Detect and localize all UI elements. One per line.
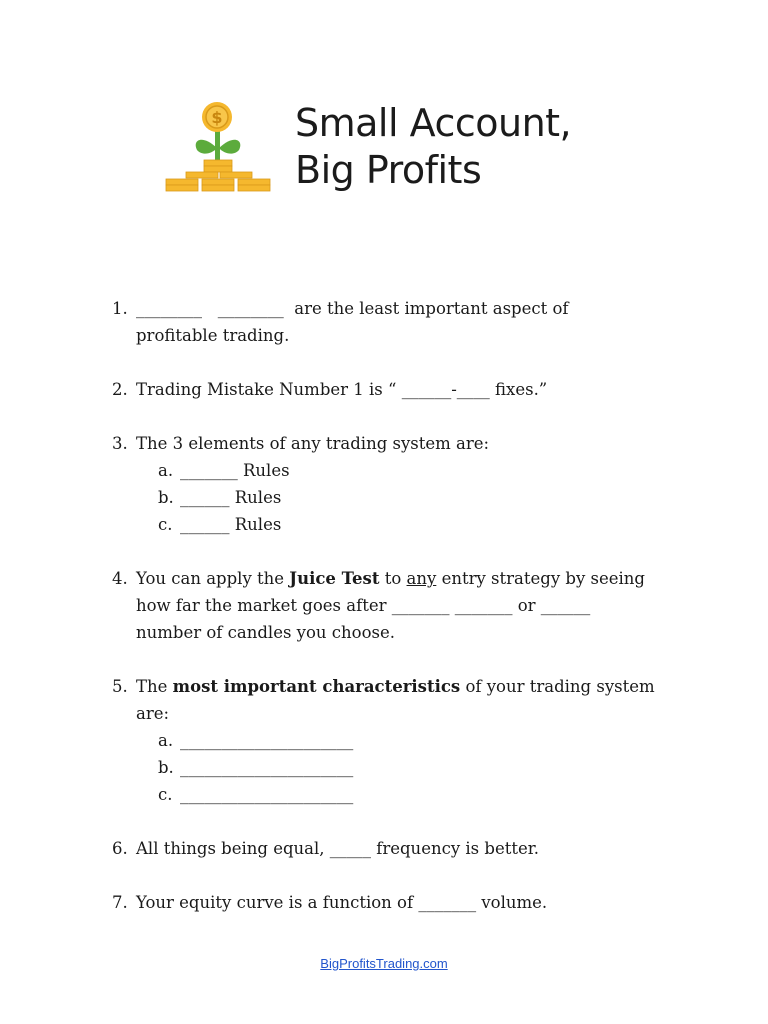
question-7 — [112, 889, 672, 916]
website-link[interactable]: BigProfitsTrading.com — [320, 956, 448, 971]
sub-letter: b. — [158, 488, 174, 507]
sub-letter: c. — [158, 515, 173, 534]
sub-text: _____________________ — [180, 731, 354, 750]
sub-item — [158, 457, 672, 484]
question-text: entry strategy by seeing — [441, 569, 645, 588]
question-1 — [112, 295, 672, 349]
question-4 — [112, 565, 672, 646]
question-text: number of candles you choose. — [136, 623, 396, 642]
question-number: 3. — [112, 434, 128, 453]
question-text: are: — [136, 704, 170, 723]
sub-text: ______ Rules — [180, 515, 282, 534]
sub-text: _____________________ — [180, 758, 354, 777]
logo-line-2: Big Profits — [295, 148, 482, 192]
logo-line-1: Small Account, — [295, 101, 572, 145]
underlined-text: any — [406, 569, 437, 588]
sub-item — [158, 781, 672, 808]
question-text: Your equity curve is a function of _______ volume. — [136, 893, 548, 912]
question-number: 7. — [112, 893, 128, 912]
question-text: profitable trading. — [136, 326, 290, 345]
question-text: Trading Mistake Number 1 is “ ______-____ fixes.” — [136, 380, 548, 399]
question-text: to — [384, 569, 402, 588]
sub-letter: a. — [158, 731, 174, 750]
question-text: how far the market goes after _______ _______ or ______ — [136, 596, 591, 615]
sub-item — [158, 754, 672, 781]
sub-letter: b. — [158, 758, 174, 777]
sub-text: _____________________ — [180, 785, 354, 804]
question-5 — [112, 673, 672, 808]
question-text: The — [136, 677, 168, 696]
sub-letter: c. — [158, 785, 173, 804]
question-number: 6. — [112, 839, 128, 858]
svg-text:$: $ — [211, 108, 223, 127]
question-text: You can apply the — [136, 569, 285, 588]
question-6 — [112, 835, 672, 862]
sub-item — [158, 484, 672, 511]
logo — [162, 98, 608, 202]
question-text: of your trading system — [465, 677, 655, 696]
sub-item — [158, 727, 672, 754]
question-number: 4. — [112, 569, 128, 588]
question-number: 5. — [112, 677, 128, 696]
blank: ________ — [217, 299, 284, 318]
question-number: 1. — [112, 299, 128, 318]
footer — [0, 956, 768, 971]
emphasis-text: Juice Test — [289, 569, 380, 588]
sub-text: ______ Rules — [180, 488, 282, 507]
question-text: The 3 elements of any trading system are: — [136, 434, 490, 453]
sub-text: _______ Rules — [180, 461, 290, 480]
sub-item — [158, 511, 672, 538]
emphasis-text: most important characteristics — [172, 677, 461, 696]
money-plant-coins-icon — [162, 100, 274, 200]
question-text: All things being equal, _____ frequency is better. — [136, 839, 540, 858]
logo-text — [295, 100, 571, 194]
blank: ________ — [136, 299, 202, 318]
sub-letter: a. — [158, 461, 174, 480]
question-number: 2. — [112, 380, 128, 399]
question-text: are the least important aspect of — [294, 299, 569, 318]
question-list — [112, 295, 672, 943]
question-3 — [112, 430, 672, 538]
question-2 — [112, 376, 672, 403]
